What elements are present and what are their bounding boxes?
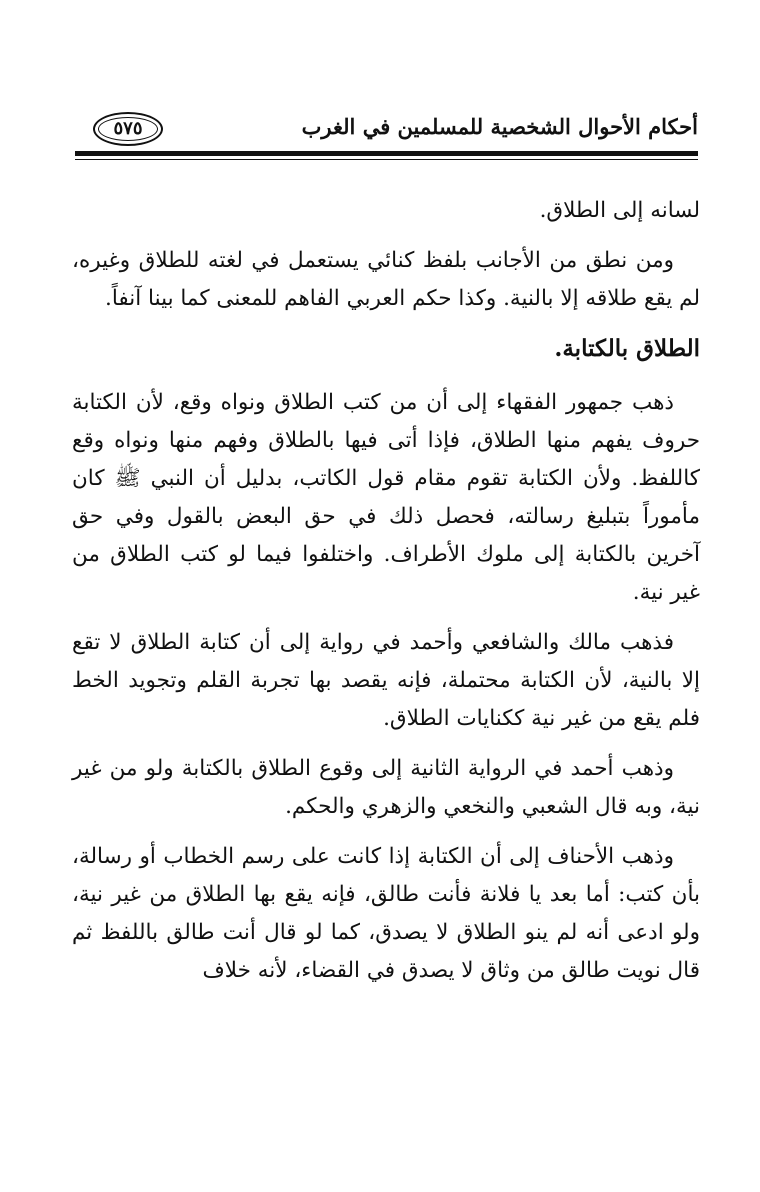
paragraph-2: ومن نطق من الأجانب بلفظ كنائي يستعمل في لغته للطلاق وغيره، لم يقع طلاقه إلا بالنية. وكذا حكم العربي الفاهم للمعنى كما بينا آنفاً. xyxy=(72,248,700,311)
page-number-frame xyxy=(93,112,163,146)
section-heading: الطلاق بالكتابة. xyxy=(554,335,700,362)
page-number: ٥٧٥ xyxy=(113,117,143,139)
page-header xyxy=(75,108,698,148)
header-rule-thick xyxy=(75,151,698,156)
paragraph-3: ذهب جمهور الفقهاء إلى أن من كتب الطلاق ونواه وقع، لأن الكتابة حروف يفهم منها الطلاق، فإذا أتى فيها بالطلاق وفهم منها ونواه وقع كاللفظ. ولأن الكتابة تقوم مقام قول الكاتب، بدليل أن النبي ﷺ كان مأموراً بتبليغ رسالته، فحصل ذلك في حق البعض بالقول وفي حق آخرين بالكتابة إلى ملوك الأطراف. واختلفوا فيما لو كتب الطلاق من غير نية. xyxy=(72,390,700,605)
paragraph-1: لسانه إلى الطلاق. xyxy=(539,198,700,223)
paragraph-6: وذهب الأحناف إلى أن الكتابة إذا كانت على رسم الخطاب أو رسالة، بأن كتب: أما بعد يا فلانة فأنت طالق، فإنه يقع بها الطلاق من غير نية، ولو ادعى أنه لم ينو الطلاق لا يصدق، كما لو قال أنت طالق باللفظ ثم قال نويت طالق من وثاق لا يصدق في القضاء، لأنه خلاف xyxy=(72,844,700,983)
header-rule-thin xyxy=(75,159,698,160)
paragraph-5: وذهب أحمد في الرواية الثانية إلى وقوع الطلاق بالكتابة ولو من غير نية، وبه قال الشعبي والنخعي والزهري والحكم. xyxy=(72,756,700,819)
running-title: أحكام الأحوال الشخصية للمسلمين في الغرب xyxy=(301,114,698,139)
paragraph-4: فذهب مالك والشافعي وأحمد في رواية إلى أن كتابة الطلاق لا تقع إلا بالنية، لأن الكتابة محتملة، فإنه يقصد بها تجربة القلم وتجويد الخط فلم يقع من غير نية ككنايات الطلاق. xyxy=(72,630,700,731)
page-body xyxy=(72,192,700,1002)
